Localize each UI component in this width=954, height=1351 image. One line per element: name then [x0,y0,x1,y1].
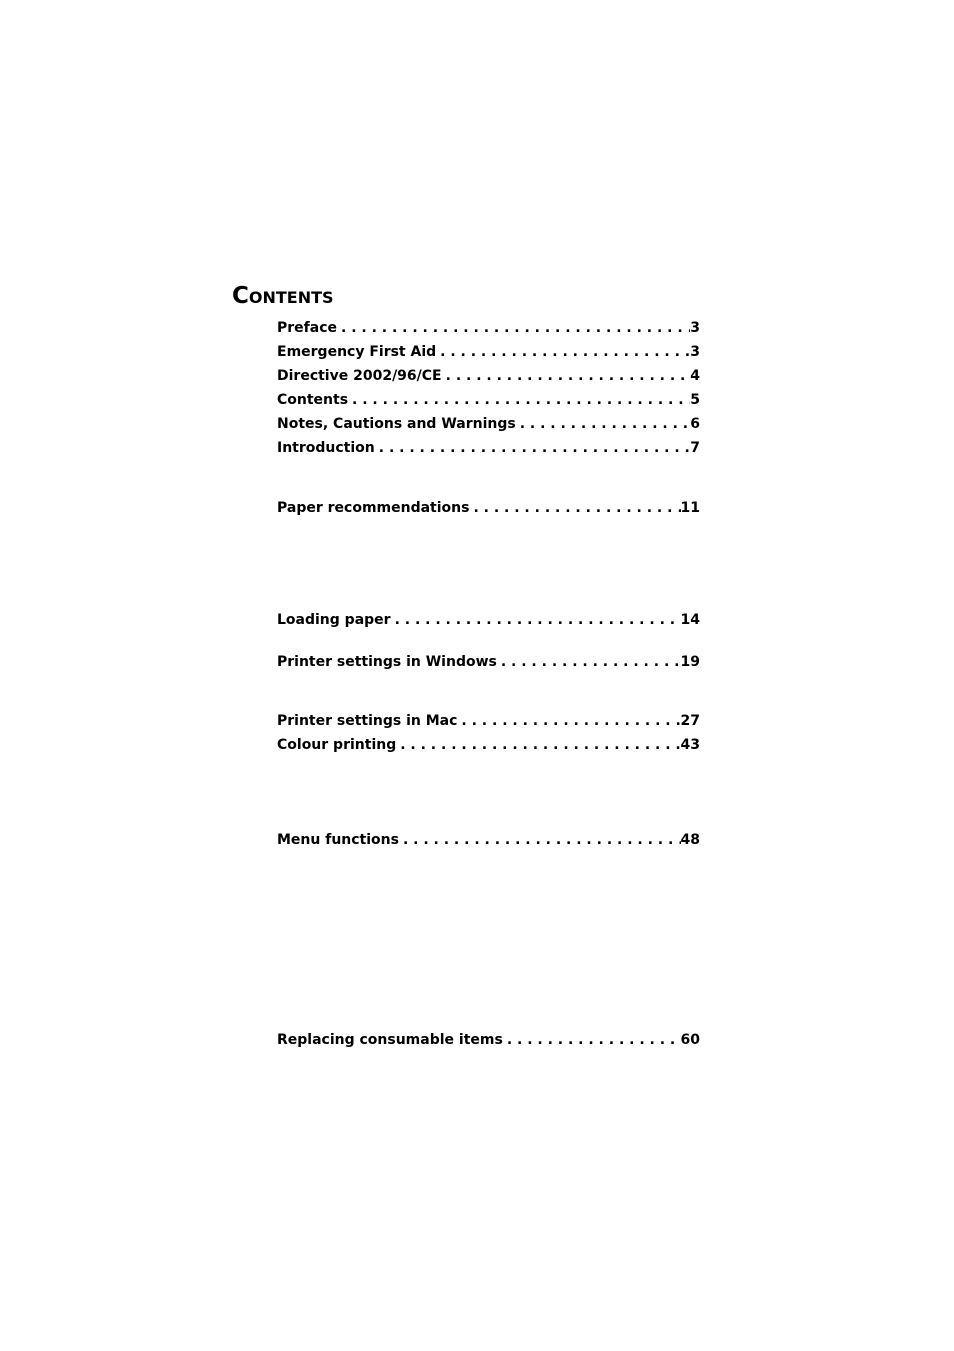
toc-entry-directive[interactable] [277,366,700,386]
toc-leader-dots [396,735,680,755]
toc-leader-dots [391,610,681,630]
toc-entry-printer-settings-windows[interactable] [277,652,700,672]
toc-leader-dots [497,652,681,672]
toc-entry-label: Paper recommendations [277,500,470,516]
toc-page-number: 6 [690,416,700,432]
toc-entry-emergency-first-aid[interactable] [277,342,700,362]
toc-entry-label: Contents [277,392,349,408]
page-title: Contents [232,283,334,309]
toc-entry-replacing-consumables[interactable] [277,1030,700,1050]
toc-entry-label: Printer settings in Mac [277,713,458,729]
toc-page-number: 3 [690,344,700,360]
toc-entry-loading-paper[interactable] [277,610,700,630]
toc-page-number: 60 [680,1032,700,1048]
toc-page-number: 5 [690,392,700,408]
toc-leader-dots [337,318,690,338]
toc-entry-label: Colour printing [277,737,397,753]
toc-page-number: 43 [680,737,700,753]
toc-entry-colour-printing[interactable] [277,735,700,755]
toc-page-number: 4 [690,368,700,384]
toc-page-number: 14 [680,612,700,628]
toc-leader-dots [399,830,681,850]
toc-entry-label: Notes, Cautions and Warnings [277,416,516,432]
toc-leader-dots [436,342,690,362]
toc-page-number: 7 [690,440,700,456]
toc-page-number: 3 [690,320,700,336]
toc-entry-preface[interactable] [277,318,700,338]
toc-entry-label: Emergency First Aid [277,344,437,360]
toc-entry-label: Preface [277,320,337,336]
toc-entry-paper-recommendations[interactable] [277,498,700,518]
toc-leader-dots [457,711,680,731]
toc-page-number: 48 [680,832,700,848]
toc-entry-label: Menu functions [277,832,399,848]
toc-entry-notes-cautions-warnings[interactable] [277,414,700,434]
toc-leader-dots [503,1030,681,1050]
toc-entry-label: Loading paper [277,612,391,628]
toc-leader-dots [442,366,691,386]
toc-entry-menu-functions[interactable] [277,830,700,850]
toc-leader-dots [516,414,691,434]
toc-entry-label: Printer settings in Windows [277,654,497,670]
toc-leader-dots [375,438,690,458]
toc-entry-label: Replacing consumable items [277,1032,503,1048]
toc-entry-introduction[interactable] [277,438,700,458]
toc-page-number: 19 [680,654,700,670]
toc-leader-dots [469,498,680,518]
toc-entry-label: Introduction [277,440,375,456]
toc-leader-dots [348,390,690,410]
toc-entry-printer-settings-mac[interactable] [277,711,700,731]
toc-page-number: 11 [680,500,700,516]
toc-entry-label: Directive 2002/96/CE [277,368,442,384]
toc-page-number: 27 [680,713,700,729]
toc-entry-contents[interactable] [277,390,700,410]
